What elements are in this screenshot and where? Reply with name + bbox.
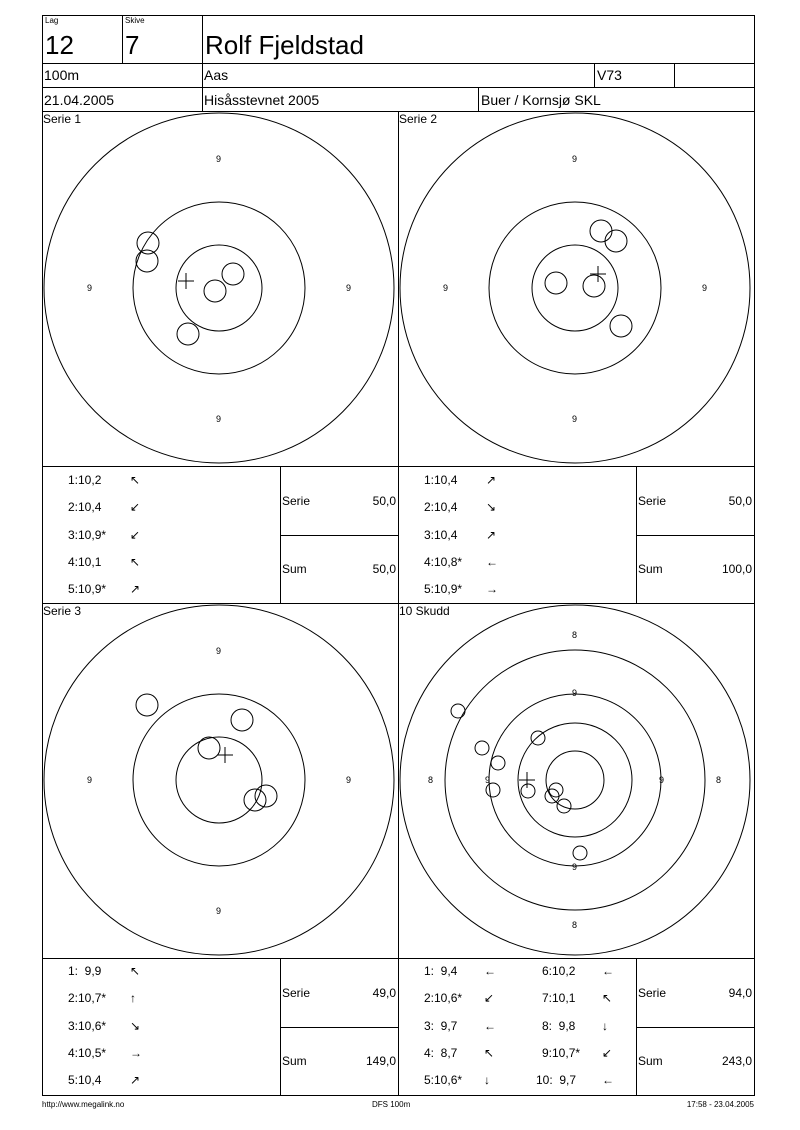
shot-value: 2:10,4	[68, 500, 102, 514]
date: 21.04.2005	[44, 92, 115, 108]
shot-row	[68, 991, 136, 1005]
club: Aas	[204, 67, 229, 83]
shot-value: 4:10,5*	[68, 1046, 107, 1060]
shot-value: 3:10,6*	[68, 1019, 107, 1033]
direction-arrow-icon: ↙	[602, 1046, 613, 1060]
shot-value: 2:10,6*	[424, 991, 463, 1005]
shot-row	[424, 555, 498, 569]
serie-value: 50,0	[372, 494, 396, 508]
sum-label: Sum	[282, 562, 307, 576]
ring-label: 9	[572, 414, 578, 424]
shot-row	[424, 1019, 496, 1033]
shot-row	[68, 473, 141, 487]
direction-arrow-icon: ←	[486, 555, 498, 569]
shot-value: 7:10,1	[542, 991, 576, 1005]
shot-value: 1: 9,9	[68, 964, 102, 978]
direction-arrow-icon: ↘	[486, 500, 497, 514]
serie-value: 94,0	[728, 986, 752, 1000]
target-serie-3	[44, 605, 394, 955]
skive-value: 7	[125, 30, 140, 60]
ring-label: 8	[572, 630, 578, 640]
ring-label: 9	[702, 283, 708, 293]
ring-label: 9	[87, 283, 93, 293]
footer-program: DFS 100m	[372, 1100, 411, 1109]
direction-arrow-icon: ↓	[484, 1073, 490, 1087]
shot-row	[68, 500, 141, 514]
class: V73	[597, 67, 622, 83]
direction-arrow-icon: ↑	[130, 991, 136, 1005]
direction-arrow-icon: ↖	[130, 473, 141, 487]
direction-arrow-icon: ↖	[130, 964, 141, 978]
shot-value: 1:10,4	[424, 473, 458, 487]
direction-arrow-icon: ←	[602, 964, 614, 978]
lag-label: Lag	[45, 16, 59, 25]
shot-value: 3: 9,7	[424, 1019, 458, 1033]
direction-arrow-icon: ↖	[130, 555, 141, 569]
serie-label: Serie	[638, 494, 667, 508]
serie-label: Serie	[638, 986, 667, 1000]
shot-row	[68, 1019, 141, 1033]
direction-arrow-icon: ↘	[130, 1019, 141, 1033]
shot-row	[542, 991, 613, 1005]
center-mark	[217, 747, 233, 763]
event-name: Hisåsstevnet 2005	[204, 92, 320, 108]
shot-row	[68, 528, 141, 542]
shot-value: 5:10,9*	[68, 582, 107, 596]
ring-label: 9	[216, 154, 222, 164]
ring-label: 9	[216, 906, 222, 916]
ring-label: 9	[572, 688, 578, 698]
sum-label: Sum	[638, 562, 663, 576]
target-serie-2	[400, 113, 750, 463]
shot-row	[68, 582, 141, 596]
direction-arrow-icon: ←	[484, 964, 496, 978]
shot-value: 4: 8,7	[424, 1046, 458, 1060]
ring-label: 9	[87, 775, 93, 785]
center-mark	[178, 273, 194, 289]
shot-value: 1:10,2	[68, 473, 102, 487]
shot-value: 5:10,6*	[424, 1073, 463, 1087]
direction-arrow-icon: ↓	[602, 1019, 608, 1033]
ring-label: 9	[346, 775, 352, 785]
ring-label: 9	[216, 646, 222, 656]
center-mark	[590, 266, 606, 282]
target-serie-1	[44, 113, 394, 463]
ring-label: 9	[216, 414, 222, 424]
shot-value: 2:10,7*	[68, 991, 107, 1005]
shot-value: 1: 9,4	[424, 964, 458, 978]
shot-row	[424, 582, 498, 596]
ring-label: 9	[659, 775, 665, 785]
sum-label: Sum	[638, 1054, 663, 1068]
sum-value: 149,0	[365, 1054, 396, 1068]
sum-label: Sum	[282, 1054, 307, 1068]
serie-label: Serie	[282, 494, 311, 508]
shot-row	[536, 1073, 614, 1087]
shot-row	[424, 964, 496, 978]
direction-arrow-icon: ↗	[130, 1073, 141, 1087]
shot-value: 4:10,8*	[424, 555, 463, 569]
ring-label: 9	[572, 862, 578, 872]
ring-label: 9	[485, 775, 491, 785]
serie-value: 49,0	[372, 986, 396, 1000]
shooter-name: Rolf Fjeldstad	[205, 30, 364, 60]
panel-title-10-skudd: 10 Skudd	[399, 604, 450, 618]
shot-value: 5:10,4	[68, 1073, 102, 1087]
ring-label: 9	[346, 283, 352, 293]
shot-hit	[136, 232, 244, 345]
shot-value: 9:10,7*	[542, 1046, 581, 1060]
shot-row	[424, 991, 495, 1005]
direction-arrow-icon: ↖	[602, 991, 613, 1005]
host-club: Buer / Kornsjø SKL	[481, 92, 601, 108]
footer-url[interactable]: http://www.megalink.no	[42, 1100, 125, 1109]
ring-label: 8	[428, 775, 434, 785]
ring-label: 8	[572, 920, 578, 930]
shot-row	[424, 1073, 490, 1087]
shot-row	[424, 528, 497, 542]
shot-value: 3:10,4	[424, 528, 458, 542]
shot-value: 5:10,9*	[424, 582, 463, 596]
shot-value: 2:10,4	[424, 500, 458, 514]
direction-arrow-icon: ←	[602, 1073, 614, 1087]
shot-row	[68, 555, 141, 569]
shot-value: 3:10,9*	[68, 528, 107, 542]
shot-value: 4:10,1	[68, 555, 102, 569]
direction-arrow-icon: ↙	[130, 500, 141, 514]
distance: 100m	[44, 67, 80, 83]
direction-arrow-icon: ↗	[486, 473, 497, 487]
direction-arrow-icon: →	[486, 582, 498, 596]
shot-row	[424, 500, 497, 514]
shot-row	[68, 1046, 142, 1060]
direction-arrow-icon: ↗	[130, 582, 141, 596]
ring-label: 9	[443, 283, 449, 293]
serie-label: Serie	[282, 986, 311, 1000]
target-10-skudd	[400, 605, 750, 955]
shot-row	[68, 964, 141, 978]
sum-value: 50,0	[372, 562, 396, 576]
shot-row	[542, 964, 614, 978]
shot-row	[424, 1046, 495, 1060]
serie-value: 50,0	[728, 494, 752, 508]
direction-arrow-icon: ↖	[484, 1046, 495, 1060]
panel-title-serie-1: Serie 1	[43, 112, 82, 126]
direction-arrow-icon: ↙	[484, 991, 495, 1005]
direction-arrow-icon: ↗	[486, 528, 497, 542]
skive-label: Skive	[125, 16, 145, 25]
sum-value: 243,0	[721, 1054, 752, 1068]
direction-arrow-icon: ↙	[130, 528, 141, 542]
shot-value: 6:10,2	[542, 964, 576, 978]
shot-value: 10: 9,7	[536, 1073, 577, 1087]
direction-arrow-icon: ←	[484, 1019, 496, 1033]
lag-value: 12	[45, 30, 74, 60]
direction-arrow-icon: →	[130, 1046, 142, 1060]
shot-row	[424, 473, 497, 487]
sum-value: 100,0	[721, 562, 752, 576]
panel-title-serie-3: Serie 3	[43, 604, 82, 618]
footer-timestamp: 17:58 - 23.04.2005	[686, 1100, 754, 1109]
panel-title-serie-2: Serie 2	[399, 112, 438, 126]
ring-label: 9	[572, 154, 578, 164]
shot-row	[68, 1073, 141, 1087]
shot-value: 8: 9,8	[542, 1019, 576, 1033]
shot-row	[542, 1046, 613, 1060]
shot-row	[542, 1019, 608, 1033]
ring-label: 8	[716, 775, 722, 785]
